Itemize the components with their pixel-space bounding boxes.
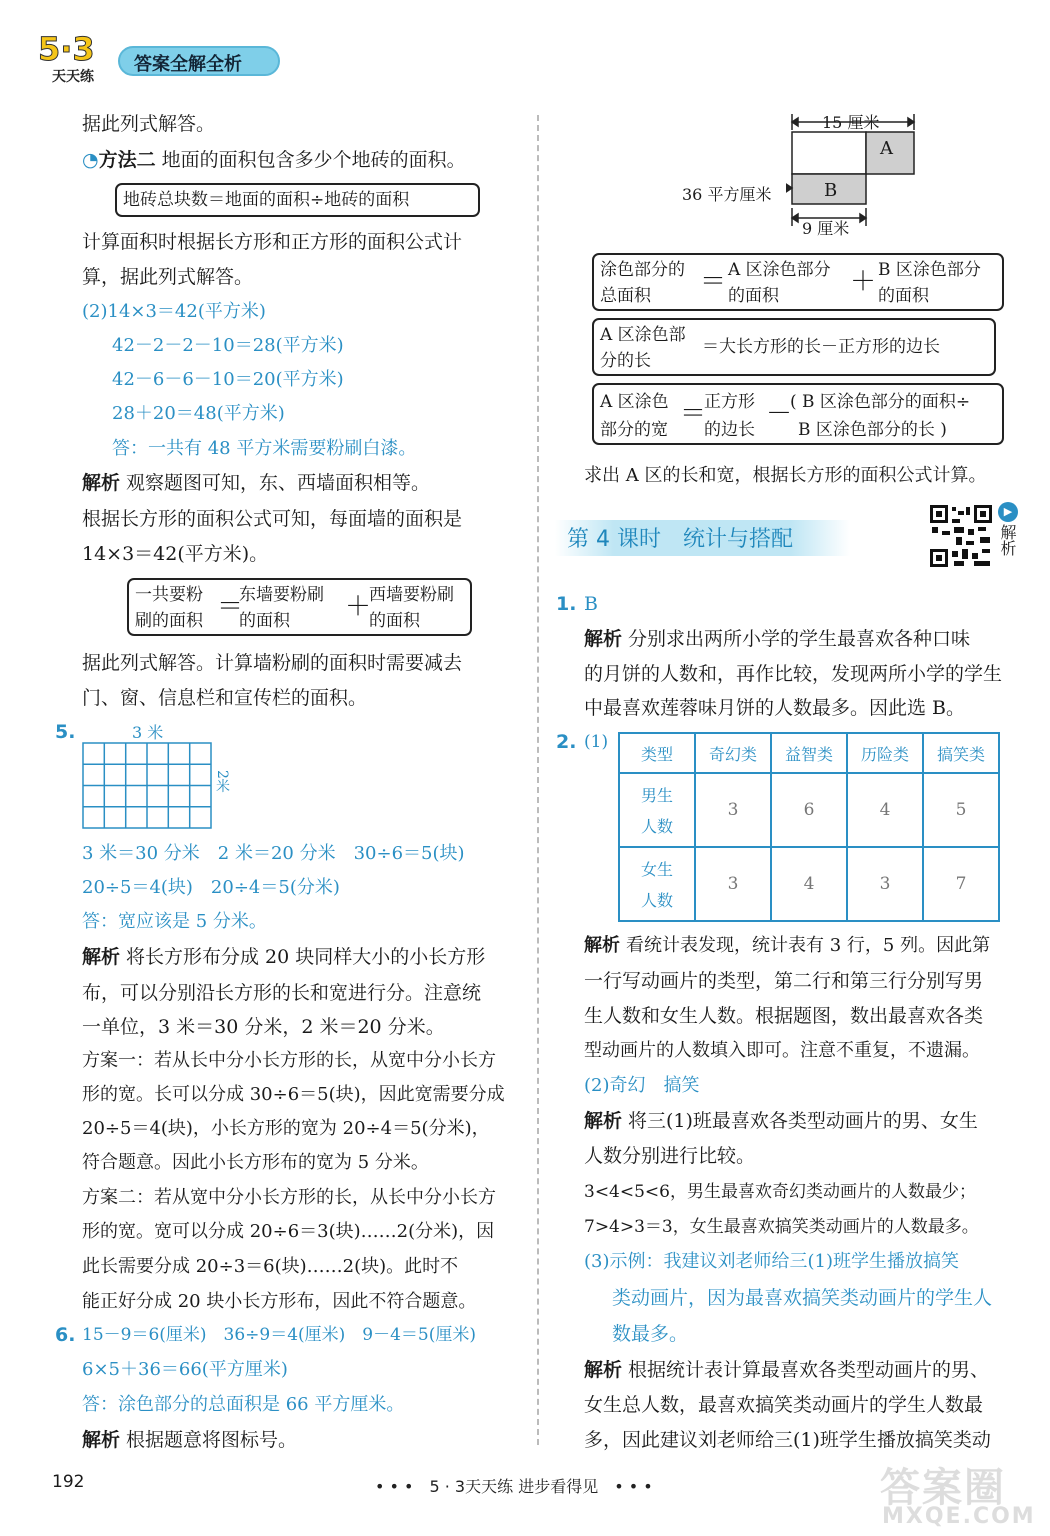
question-number: 6. [55,1324,76,1346]
box-text: 的面积 [878,286,929,306]
analysis-label: 解析 [584,628,623,650]
text-line: 中最喜欢莲蓉味月饼的人数最多。因此选 B。 [584,697,966,719]
text-line: 求出 A 区的长和宽，根据长方形的面积公式计算。 [584,465,987,486]
text-line: 形的宽。宽可以分成 20÷6＝3(块)……2(分米)，因 [82,1221,495,1242]
row-label [619,773,695,847]
formula-text: 地砖总块数＝地面的面积÷地砖的面积 [123,190,410,210]
box-text: 涂色部分的 [600,260,685,280]
answer-line: 答：一共有 48 平方米需要粉刷白漆。 [112,438,417,459]
method2-line [82,146,466,174]
magnifier-icon: ◔ [82,149,99,171]
analysis-line [82,1426,297,1454]
table-header: 奇幻类 [695,733,771,773]
analysis-text: 将长方形布分成 20 块同样大小的小长方形 [126,946,486,968]
analysis-text: 根据题意将图标号。 [126,1429,298,1451]
watermark: 答案圈 [880,1465,1006,1511]
table-header: 搞笑类 [923,733,999,773]
answer-line: B [584,593,598,615]
table-row [619,847,999,921]
analysis-text: 观察题图可知，东、西墙面积相等。 [126,472,431,494]
row-label-line: 男生 [640,786,673,805]
table-cell: 4 [847,773,923,847]
answer-line: 数最多。 [612,1323,689,1345]
text-line: 此长需要分成 20÷3＝6(块)……2(块)。此时不 [82,1256,459,1277]
analysis-label: 解析 [584,1110,623,1132]
text-line: 符合题意。因此小长方形布的宽为 5 分米。 [82,1152,429,1173]
text-line: 一行写动画片的类型，第二行和第三行分别写男 [584,970,984,992]
analysis-text: 分别求出两所小学的学生最喜欢各种口味 [628,628,971,650]
formula-box-walls [127,578,472,636]
box-text: 总面积 [600,286,651,306]
equals-sign: ＝ [217,592,244,622]
text-line: 布，可以分别沿长方形的长和宽进行分。注意统 [82,982,482,1004]
table-cell: 3 [847,847,923,921]
box-text: 的面积 [369,611,420,631]
analysis-label: 解析 [584,1359,623,1381]
logo [30,30,120,90]
row-label [619,847,695,921]
text-line: 生人数和女生人数。根据题图，数出最喜欢各类 [584,1005,984,1027]
formula-box-tiles [115,183,480,217]
table-cell: 3 [695,847,771,921]
box-text: ( B 区涂色部分的面积÷ [790,392,971,412]
column-divider [537,115,539,1445]
text-line: 能正好分成 20 块小长方形布，因此不符合题意。 [82,1291,477,1312]
grid-width-label: 3 米 [132,723,164,742]
table-cell: 3 [695,773,771,847]
formula-box-width [592,383,1004,445]
table-header: 类型 [619,733,695,773]
plus-sign: ＋ [850,267,877,297]
text-line: 的月饼的人数和，再作比较，发现两所小学的学生 [584,663,1003,685]
text-line: 门、窗、信息栏和宣传栏的面积。 [82,687,368,709]
answer-line: 答：涂色部分的总面积是 66 平方厘米。 [82,1394,405,1415]
formula-box-length [592,318,996,376]
analysis-label: 解析 [82,1429,121,1451]
text-line: 14×3＝42(平方米)。 [82,543,269,565]
analysis-line [584,1107,978,1135]
text-line: 算，据此列式解答。 [82,266,254,288]
analysis-line [584,1356,989,1384]
answer-line: 答：宽应该是 5 分米。 [82,911,267,932]
lesson-title: 第 4 课时 统计与搭配 [567,527,793,552]
table-header: 历险类 [847,733,923,773]
box-text: 西墙要粉刷 [369,585,454,605]
question-number: 1. [556,593,577,615]
grid-height-label: 2米 [214,770,230,793]
analysis-text: 将三(1)班最喜欢各类型动画片的男、女生 [628,1110,978,1132]
footer-slogan: • • • 5 · 3天天练 进步看得见 • • • [375,1477,653,1496]
table-row [619,773,999,847]
box-text: 部分的宽 [600,420,668,440]
box-text: 东墙要粉刷 [239,585,324,605]
answer-line: 6×5＋36＝66(平方厘米) [82,1359,288,1380]
box-text: 一共要粉 [135,585,203,605]
table-cell: 6 [771,773,847,847]
analysis-line [584,932,990,960]
answer-line: (2)奇幻 搞笑 [584,1075,700,1096]
text-line: 方案一：若从长中分小长方形的长，从宽中分小长方 [82,1050,496,1071]
text-line: 方案二：若从宽中分小长方形的长，从长中分小长方 [82,1187,496,1208]
answer-line: 28＋20＝48(平方米) [112,403,285,424]
text-line: 型动画片的人数填入即可。注意不重复，不遗漏。 [584,1040,980,1061]
table-cell: 5 [923,773,999,847]
box-text: 的边长 [704,420,755,440]
rectangle-figure [786,108,926,236]
text-line: 形的宽。长可以分成 30÷6＝5(块)，因此宽需要分成 [82,1084,505,1105]
analysis-line [82,943,485,971]
text-line: 多，因此建议刘老师给三(1)班学生播放搞笑类动 [584,1429,991,1451]
formula-box-total [592,253,1004,311]
box-text: B 区涂色部分的长 ) [798,420,947,440]
qr-label: 解析 [998,524,1017,556]
text-line: 3<4<5<6，男生最喜欢奇幻类动画片的人数最少； [584,1182,976,1202]
method2-label: 方法二 [98,149,156,171]
box-text: 刷的面积 [135,611,203,631]
row-label-line: 人数 [640,891,673,910]
analysis-text: 根据统计表计算最喜欢各类型动画片的男、 [628,1359,990,1381]
text-line: 7>4>3＝3，女生最喜欢搞笑类动画片的人数最多。 [584,1217,979,1237]
analysis-text: 看统计表发现，统计表有 3 行，5 列。因此第 [626,935,991,956]
fig-left-label: 36 平方厘米 [682,185,772,204]
header-title: 答案全解全析 [134,54,242,75]
analysis-label: 解析 [82,946,121,968]
row-label-line: 女生 [640,860,673,879]
question-number: 2. [556,731,577,753]
analysis-label: 解析 [584,935,620,956]
answer-line: 15－9＝6(厘米) 36÷9＝4(厘米) 9－4＝5(厘米) [82,1325,477,1345]
logo-sub: 天天练 [52,69,94,85]
box-text: 的面积 [728,286,779,306]
answer-line: 20÷5＝4(块) 20÷4＝5(分米) [82,877,340,898]
logo-number: 5·3 [38,30,95,68]
box-text: A 区涂色 [600,392,669,412]
answer-line: 42－6－6－10＝20(平方米) [112,369,344,390]
answer-line: 类动画片，因为最喜欢搞笑类动画片的学生人 [612,1287,993,1309]
equals-sign: ＝ [700,267,727,297]
box-text: 正方形 [704,392,755,412]
box-text: 的面积 [239,611,290,631]
answer-line: 3 米＝30 分米 2 米＝20 分米 30÷6＝5(块) [82,843,465,864]
text-line: 计算面积时根据长方形和正方形的面积公式计 [82,231,463,253]
box-text: B 区涂色部分 [878,260,981,280]
fig-label-a: A [880,138,893,159]
fig-top-label: 15 厘米 [822,113,880,132]
minus-sign: － [766,399,793,429]
play-icon[interactable]: ▶ [998,502,1018,522]
text-line: 一单位，3 米＝30 分米，2 米＝20 分米。 [82,1016,445,1038]
analysis-label: 解析 [82,472,121,494]
answer-line: (3)示例：我建议刘老师给三(1)班学生播放搞笑 [584,1251,959,1272]
box-text: A 区涂色部分 [728,260,831,280]
text-line: 据此列式解答。计算墙粉刷的面积时需要减去 [82,652,463,674]
box-text: 分的长 [600,351,651,371]
question-number: 5. [55,721,76,743]
answer-line: 42－2－2－10＝28(平方米) [112,335,344,356]
row-label-line: 人数 [640,817,673,836]
analysis-line [584,625,970,653]
sub-question: (1) [584,732,609,752]
text-line: 人数分别进行比较。 [584,1145,756,1167]
table-cell: 4 [771,847,847,921]
statistics-table [618,732,1000,922]
plus-sign: ＋ [345,592,372,622]
text-line: 女生总人数，最喜欢搞笑类动画片的学生人数最 [584,1394,984,1416]
text-line: 根据长方形的面积公式可知，每面墙的面积是 [82,508,463,530]
text-line: 据此列式解答。 [82,113,216,135]
page-number: 192 [52,1472,85,1492]
answer-line: (2)14×3＝42(平方米) [82,301,266,322]
analysis-line [82,469,430,497]
grid-diagram [82,742,217,830]
equals-sign: ＝ [680,399,707,429]
qr-code-icon[interactable] [928,503,994,569]
box-text: ＝大长方形的长－正方形的边长 [702,337,940,357]
text-line: 20÷5＝4(块)，小长方形的宽为 20÷4＝5(分米)， [82,1118,490,1139]
table-header: 益智类 [771,733,847,773]
table-cell: 7 [923,847,999,921]
fig-label-b: B [824,180,838,201]
fig-bottom-label: 9 厘米 [802,219,850,238]
box-text: A 区涂色部 [600,325,686,345]
method2-text: 地面的面积包含多少个地砖的面积。 [161,149,466,171]
lesson-title-bar [555,520,850,556]
watermark-url: MXQE.COM [882,1504,1036,1529]
header-title-badge [118,46,280,76]
